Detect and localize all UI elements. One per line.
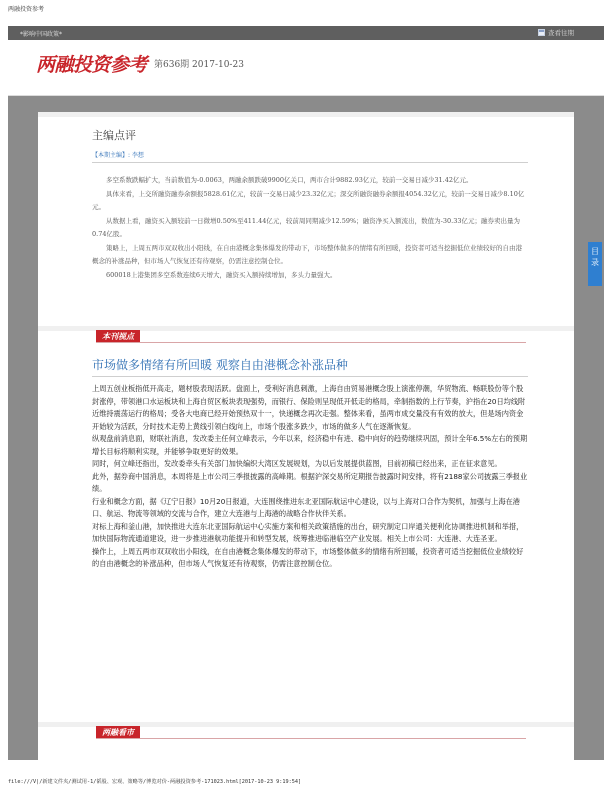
editorial-paragraph: 策略上，上周五两市双双收出小阳线，在自由港概念集体爆发的带动下，市场整体做多的情绪有所回暖，投资者可适当挖掘低位业绩较好的自由港概念的补涨品种，但市场人气恢复还有待观察，仍需注意控制仓位。 [92,243,522,265]
article-body [92,383,530,571]
editorial-paragraph: 具体来看，上交所融资融券余额报5828.61亿元，较前一交易日减少23.32亿元；深交所融资融券余额报4054.32亿元，较前一交易日减少8.10亿元。 [92,189,525,211]
calendar-icon [538,29,545,36]
article-title: 市场做多情绪有所回暖 观察自由港概念补涨品种 [92,358,348,372]
issue-info: 第636期 2017-10-23 [154,60,244,70]
editorial-paragraph: 多空系数跌幅扩大，当前数值为-0.0063，两融余额跌破9900亿关口，两市合计9882.93亿元，较前一交易日减少31.42亿元。 [106,176,473,184]
report-canvas [8,26,604,760]
view-past-issues-label: 查看往期 [548,29,574,37]
article-paragraph: 同时，何立峰还指出，发改委牵头有关部门加快编织大湾区发展规划，为以后发展提供蓝图，目前初稿已经出来，正在征求意见。 [92,459,502,468]
editorial-card [38,112,574,334]
article-paragraph: 纵观盘前消息面，财联社消息，发改委主任何立峰表示，今年以来，经济稳中有进、稳中向好的趋势继续巩固，预计全年6.5%左右的预期增长目标将顺利实现，并能够争取更好的效果。 [92,434,528,456]
editorial-title: 主编点评 [92,129,136,142]
editorial-paragraph: 600018上港集团多空系数连续6天增大，融资买入额持续增加，多头力量强大。 [106,270,337,279]
article-paragraph: 操作上，上周五两市双双收出小阳线，在自由港概念集体爆发的带动下，市场整体做多的情绪有所回暖，投资者可适当挖掘低位业绩较好的自由港概念的补涨品种，但市场人气恢复还有待观察，仍需注意控制仓位。 [92,546,524,568]
article-card [38,326,574,726]
section-underline [96,342,526,343]
top-bar [8,26,604,40]
section-underline [96,738,526,739]
article-paragraph: 上周五创业板指低开高走，题材股表现活跃。盘面上，受利好消息刺激，上海自由贸易港概念股上演涨停潮，华贸物流、畅联股份等个股封涨停，带领港口水运板块和上海自贸区板块表现强势，而银行、保险则呈现低开低走的格局，牵制指数的上行节奏，沪指在20日均线附近维持震荡运行的格局；受各大电商已经开始预热双十一，快递概念再次走强。整体来看，虽两市成交量没有有效的放大，但是场内资金开始较为活跃，分时技术走势上黄线引领白线向上，市场个股涨多跌少，市场的做多人气在逐渐恢复。 [92,384,526,431]
editorial-paragraph: 从数据上看，融资买入额较前一日微增0.50%至411.44亿元，较前周同期减少12.59%；融资净买入额流出，数值为-30.33亿元；融券卖出量为0.74亿股。 [92,216,520,238]
article-paragraph: 对标上海和釜山港，加快推进大连东北亚国际航运中心实施方案和相关政策措施的出台，研究制定口岸通关便利化协调推进机制和举措，加快国际物流通道建设，进一步推进港航功能提升和转型发展，统筹推进临港临空产业发展。相关上市公司：大连港、大连圣亚。 [92,521,524,543]
view-past-issues-link[interactable] [538,28,574,37]
article-paragraph: 此外，据券商中国消息，本周将是上市公司三季报披露的高峰期。根据沪深交易所定期报告披露时间安排，将有2188家公司披露三季报业绩。 [92,471,528,493]
section-tag: 本刊视点 [96,330,140,343]
editorial-body [92,174,528,282]
section-tag: 两融看市 [96,726,140,739]
publication-logo: 两融投资参考 [36,54,148,76]
topbar-slogan: *影响中国政策* [20,31,63,38]
browser-page-title: 两融投资参考 [8,6,45,13]
page-footer-path: file:///V|/新建文件夹/测试用-1/韬股、宏观、策略等/博览对价-两融投资参考-171023.html[2017-10-23 9:19:54] [8,779,302,785]
editor-credit: 【本期主编】: 李想 [92,152,144,159]
masthead [8,40,604,96]
divider [92,162,528,163]
article-paragraph: 行业和概念方面，据《辽宁日报》10月20日报道，大连围绕推进东北亚国际航运中心建设，以与上海对口合作为契机，加强与上海在港口、航运、物流等领域的交流与合作，建立大连港与上海港的战略合作伙伴关系。 [92,496,520,518]
table-of-contents-tab[interactable]: 目录 [588,242,602,286]
market-view-card [38,722,574,760]
divider [92,376,528,377]
